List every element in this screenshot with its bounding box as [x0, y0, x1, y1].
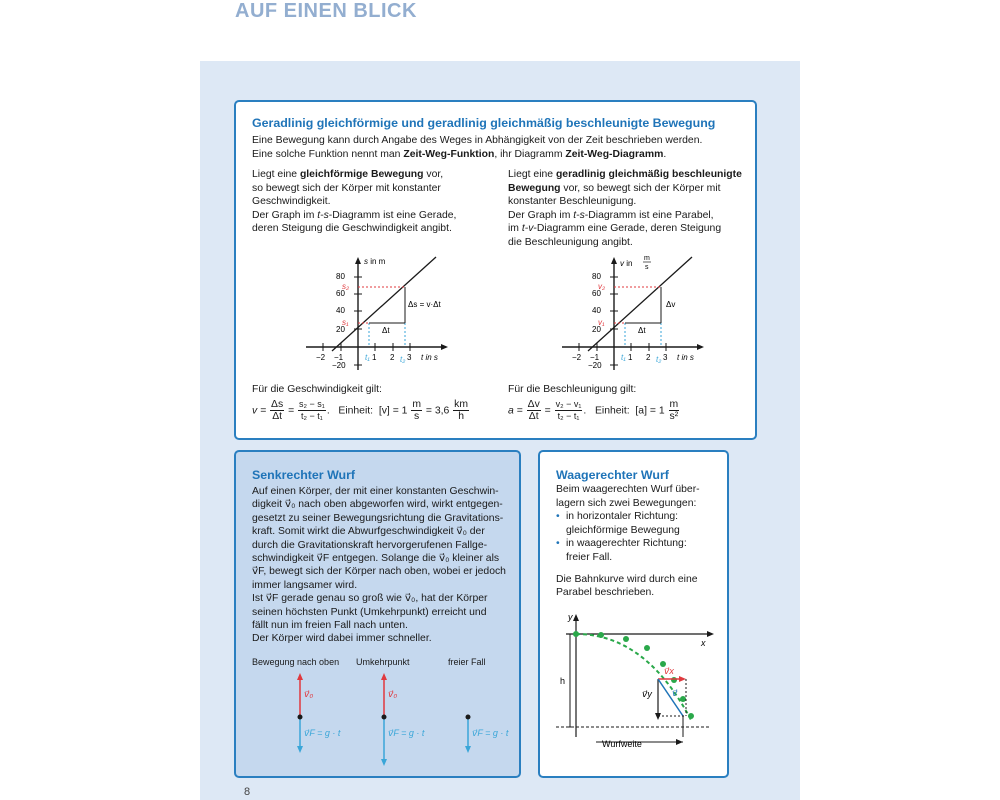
t2-label: t₂ [656, 355, 662, 364]
y-axis-label: v in [620, 259, 633, 268]
list-item: • in waagerechter Richtung: freier Fall. [556, 537, 728, 564]
page-header-title: AUF EINEN BLICK [235, 0, 417, 22]
y-unit-m: m [644, 255, 650, 262]
horizontal-throw-text: Beim waagerechten Wurf über- lagern sich zwei Bewegungen: • in horizontaler Richtung: gleichförmige Bewegung • in waagerechter Richtung: freier Fall. Die Bahnkurve wird durch eine Parabel beschrieben. [556, 483, 728, 600]
intro-line-2: Eine solche Funktion nennt man Zeit-Weg-Funktion, ihr Diagramm Zeit-Weg-Diagramm. [252, 148, 667, 160]
delta-t-label: Δt [638, 326, 646, 335]
delta-s-label: Δs = v·Δt [408, 300, 441, 309]
vf-label: v⃗F = g · t [304, 728, 341, 738]
page-number: 8 [244, 786, 251, 798]
vertical-throw-box [234, 450, 521, 778]
s1-label: s₁ [342, 318, 349, 327]
y-tick-label: 60 [336, 289, 345, 298]
y-tick-label: 60 [592, 289, 601, 298]
h-label: h [560, 676, 566, 686]
horizontal-throw-title: Waagerechter Wurf [556, 468, 669, 482]
uniform-motion-text: Liegt eine gleichförmige Bewegung vor, so bewegt sich der Körper mit konstanter Geschwindigkeit. Der Graph im t-s-Diagramm ist eine Gerade, deren Steigung die Geschwindigkeit angibt. [252, 169, 457, 235]
x-tick-label: −1 [334, 353, 344, 362]
x-tick-label: 1 [628, 353, 633, 362]
delta-t-label: Δt [382, 326, 390, 335]
vertical-throw-arrows [246, 667, 509, 777]
y-tick-label: 80 [592, 272, 601, 281]
x-axis-label: t in s [421, 353, 438, 362]
intro-line-1: Eine Bewegung kann durch Angabe des Weges in Abhängigkeit von der Zeit beschrieben werden. [252, 135, 703, 146]
x-axis-label: t in s [677, 353, 694, 362]
x-tick-label: 3 [663, 353, 668, 362]
y-tick-label: −20 [332, 361, 346, 370]
acceleration-formula-label: Für die Beschleunigung gilt: [508, 384, 637, 395]
t2-label: t₂ [400, 355, 406, 364]
tv-diagram [552, 252, 752, 377]
x-tick-label: 1 [372, 353, 377, 362]
label-upward: Bewegung nach oben [252, 657, 340, 667]
x-tick-label: −2 [572, 353, 582, 362]
motion-box-title: Geradlinig gleichförmige und geradlinig gleichmäßig beschleunigte Bewegung [252, 116, 716, 130]
x-tick-label: −1 [590, 353, 600, 362]
x-tick-label: 2 [646, 353, 651, 362]
horizontal-throw-box [538, 450, 729, 778]
ts-diagram [296, 252, 496, 377]
v0-label: v⃗₀ [388, 689, 398, 699]
s2-label: s₂ [342, 282, 350, 291]
x-tick-label: −2 [316, 353, 326, 362]
range-label: Wurfweite [602, 739, 642, 749]
v0-label: v⃗₀ [304, 689, 314, 699]
vx-label: v⃗x [664, 666, 674, 676]
x-tick-label: 3 [407, 353, 412, 362]
label-turning-point: Umkehrpunkt [356, 657, 410, 667]
accelerated-motion-text: Liegt eine geradlinig gleichmäßig beschleunigte Bewegung vor, so bewegt sich der Körper mit konstanter Beschleunigung. Der Graph im t-s-Diagramm ist eine Parabel, im t-v-Diagramm eine Gerade, deren Steigung die Beschleunigung angibt. [508, 169, 742, 248]
velocity-formula-label: Für die Geschwindigkeit gilt: [252, 384, 382, 395]
y-tick-label: 80 [336, 272, 345, 281]
y-axis-label: y [568, 612, 573, 622]
vy-label: v⃗y [642, 689, 652, 699]
motion-box [234, 100, 757, 440]
y-tick-label: 40 [592, 306, 601, 315]
t1-label: t₁ [621, 353, 626, 362]
x-axis-label: x [701, 638, 706, 648]
y-axis-label: s in m [364, 257, 386, 266]
y-unit-s: s [645, 264, 649, 271]
y-tick-label: −20 [588, 361, 602, 370]
acceleration-formula: a = $\frac{\Delta v}{\Delta t}$ = $\frac{\text{v₂ − v₁}}{\text{t₂ − t₁}}$ . Einheit: [a] = 1 $\frac{m}{\text{s²}}$ [508, 399, 679, 422]
motion-components-list [556, 510, 728, 564]
velocity-formula: v = $\frac{\Delta s}{\Delta t}$ = $\frac{\text{s₂ − s₁}}{\text{t₂ − t₁}}$ . Einheit: [v] = 1 $\frac{m}{s}$ = 3,6 $\frac{km}{h}$ [252, 399, 469, 422]
vf-label: v⃗F = g · t [388, 728, 425, 738]
y-tick-label: 20 [336, 325, 345, 334]
vertical-throw-text: Auf einen Körper, der mit einer konstanten Geschwin- digkeit v⃗₀ nach oben abgeworfen wird, wirkt entgegen- gesetzt zu seiner Bewegungsrichtung die Gravitations- kraft. Somit wirkt die Abwurfgeschwindigkeit v⃗₀ der durch die Gravitationskraft hervorgerufenen Fallge- schwindigkeit v⃗F entgegen. Solange die v⃗₀ kleiner als v⃗F, bewegt sich der Körper nach oben, wobei er jedoch immer langsamer wird. Ist v⃗F gerade genau so groß wie v⃗₀, hat der Körper seinen höchsten Punkt (Umkehrpunkt) erreicht und fällt nun im freien Fall nach unten. Der Körper wird dabei immer schneller. [252, 486, 506, 645]
horizontal-throw-diagram [546, 612, 731, 762]
v-label: v⃗ [672, 688, 678, 698]
vertical-throw-title: Senkrechter Wurf [252, 468, 356, 482]
v1-label: v₁ [598, 318, 605, 327]
v2-label: v₂ [598, 282, 606, 291]
label-free-fall: freier Fall [448, 657, 486, 667]
delta-v-label: Δv [666, 300, 676, 309]
t1-label: t₁ [365, 353, 370, 362]
y-tick-label: 40 [336, 306, 345, 315]
y-tick-label: 20 [592, 325, 601, 334]
x-tick-label: 2 [390, 353, 395, 362]
vf-label: v⃗F = g · t [472, 728, 509, 738]
list-item: • in horizontaler Richtung: gleichförmige Bewegung [556, 510, 728, 537]
motion-intro [252, 134, 752, 161]
